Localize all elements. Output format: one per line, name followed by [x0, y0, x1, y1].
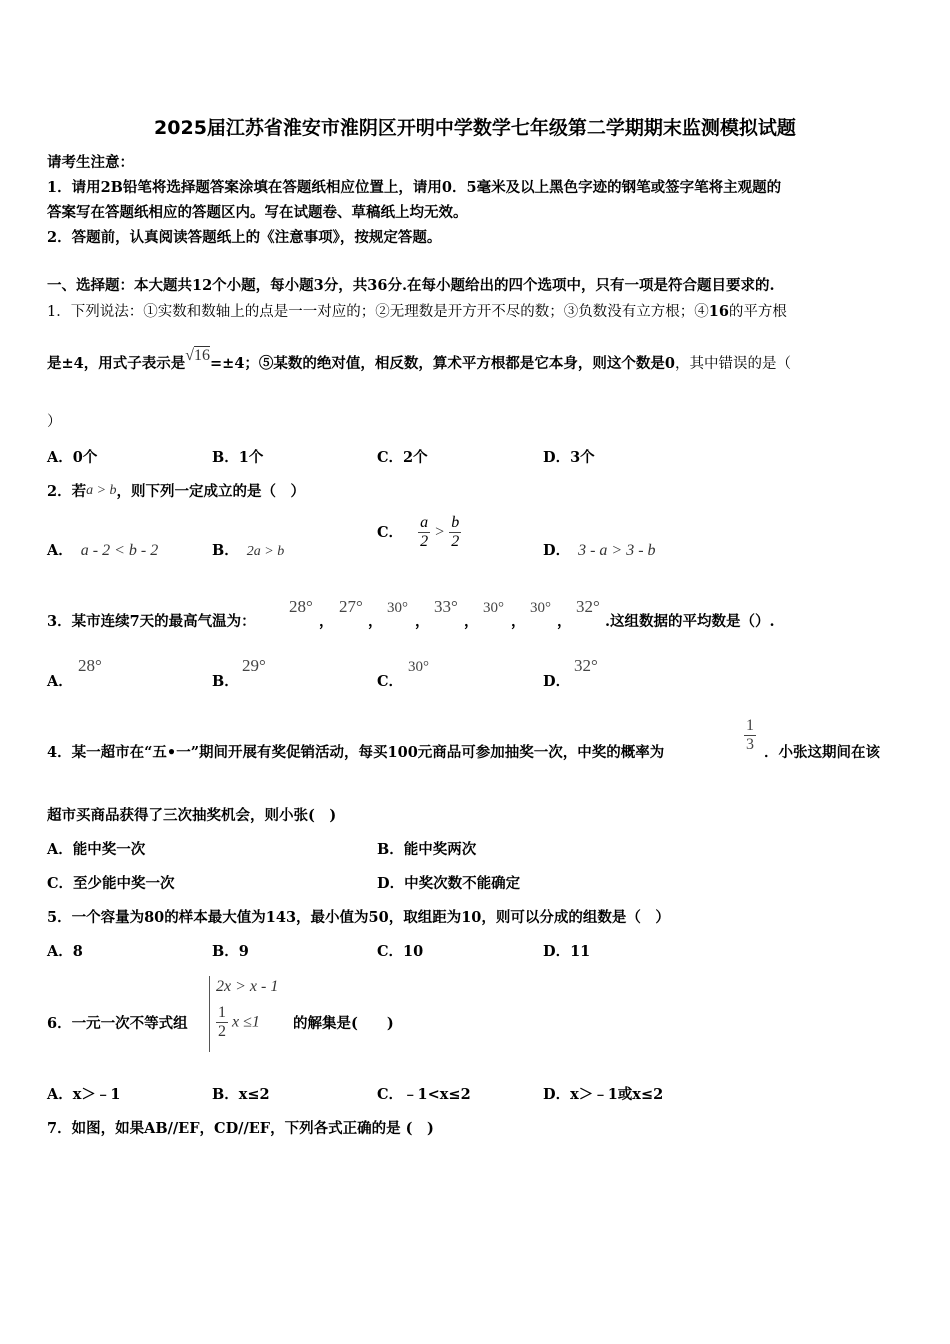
q5-option-b[interactable]: B．9 [212, 943, 249, 960]
q3-sep-5: ， [511, 613, 526, 630]
page-title: 2025届江苏省淮安市淮阴区开明中学数学七年级第二学期期末监测模拟试题 [154, 117, 796, 139]
q3-stem-end: .这组数据的平均数是（）. [605, 613, 775, 630]
q1-line-2: 是±4，用式子表示是√16=±4；⑤某数的绝对值，相反数，算术平方根都是它本身，则这个数是0，其中错误的是（ [47, 347, 792, 372]
q7-stem: 7．如图，如果AB//EF，CD//EF，下列各式正确的是 ( ) [47, 1120, 434, 1137]
q4-line-1-end: ．小张这期间在该 [764, 744, 880, 761]
q2-condition: a > b [86, 483, 117, 498]
q6-option-a[interactable]: A．x＞﹣1 [47, 1086, 121, 1103]
notice-line-2: 2．答题前，认真阅读答题纸上的《注意事项》，按规定答题。 [47, 229, 442, 246]
q3-stem: 3．某市连续7天的最高气温为： [47, 613, 256, 630]
q2-option-a[interactable]: A． a - 2 < b - 2 [47, 542, 159, 559]
q2-option-c[interactable]: C． $\frac{a}{2}$ > $\frac{b}{2}$ [377, 514, 460, 550]
notice-line-1a: 1．请用2B铅笔将选择题答案涂填在答题纸相应位置上，请用0．5毫米及以上黑色字迹的钢笔或签字笔将主观题的 [47, 179, 782, 196]
q4-option-b[interactable]: B．能中奖两次 [377, 841, 477, 858]
q3-temp-7: 32° [576, 597, 600, 616]
notice-line-1b: 答案写在答题纸相应的答题区内。写在试题卷、草稿纸上均无效。 [47, 204, 468, 221]
q3-option-c-value: 30° [408, 659, 429, 675]
q3-sep-2: ， [368, 613, 383, 630]
q4-option-d[interactable]: D．中奖次数不能确定 [377, 875, 521, 892]
q1-radicand: 16 [194, 347, 211, 364]
q2-option-b[interactable]: B． 2a > b [212, 542, 285, 559]
q3-option-b-value: 29° [242, 656, 266, 675]
q3-sep-4: ， [464, 613, 479, 630]
q4-line-2: 超市买商品获得了三次抽奖机会，则小张( ) [47, 807, 337, 824]
q3-option-a[interactable]: A． [47, 673, 73, 690]
q3-temp-4: 33° [434, 597, 458, 616]
q2-stem: 2．若a > b，则下列一定成立的是（ ） [47, 483, 306, 500]
q3-option-c[interactable]: C． [377, 673, 404, 690]
q3-temp-5: 30° [483, 600, 504, 616]
q5-option-c[interactable]: C．10 [377, 943, 424, 960]
q5-stem: 5．一个容量为80的样本最大值为143，最小值为50，取组距为10，则可以分成的组数是（ ） [47, 909, 670, 926]
q4-line-1: 4．某一超市在“五•一”期间开展有奖促销活动，每买100元商品可参加抽奖一次，中奖的概率为 [47, 744, 665, 761]
q6-stem-end: 的解集是( ) [293, 1015, 394, 1032]
q1-option-d[interactable]: D．3个 [543, 449, 595, 466]
section-heading: 一、选择题：本大题共12个小题，每小题3分，共36分.在每小题给出的四个选项中，只有一项是符合题目要求的. [47, 277, 775, 294]
q5-option-d[interactable]: D．11 [543, 943, 591, 960]
q6-stem: 6．一元一次不等式组 [47, 1015, 188, 1032]
q4-option-a[interactable]: A．能中奖一次 [47, 841, 146, 858]
q5-option-a[interactable]: A．8 [47, 943, 83, 960]
q1-option-a[interactable]: A．0个 [47, 449, 98, 466]
q3-option-d[interactable]: D． [543, 673, 571, 690]
q1-line-3: ） [47, 414, 62, 430]
q4-probability: $\frac{1}{3}$ [746, 717, 754, 753]
q3-option-a-value: 28° [78, 656, 102, 675]
q4-option-c[interactable]: C．至少能中奖一次 [47, 875, 175, 892]
q6-option-c[interactable]: C．﹣1<x≤2 [377, 1086, 471, 1103]
q3-sep-1: ， [319, 613, 334, 630]
q1-option-c[interactable]: C．2个 [377, 449, 428, 466]
q6-option-d[interactable]: D．x＞﹣1或x≤2 [543, 1086, 664, 1103]
q3-temp-1: 28° [289, 597, 313, 616]
notice-heading: 请考生注意： [47, 154, 134, 171]
q1-line-1: 1．下列说法：①实数和数轴上的点是一一对应的；②无理数是开方开不尽的数；③负数没有立方根；④16的平方根 [47, 303, 787, 320]
q6-inequality-system: 2x > x - 1 $\frac{1}{2}$ x ≤1 [209, 976, 278, 1052]
q3-temp-6: 30° [530, 600, 551, 616]
q2-option-d[interactable]: D． 3 - a > 3 - b [543, 542, 656, 559]
q3-temp-2: 27° [339, 597, 363, 616]
q6-option-b[interactable]: B．x≤2 [212, 1086, 270, 1103]
q3-sep-6: ， [557, 613, 572, 630]
q3-sep-3: ， [415, 613, 430, 630]
q3-temp-3: 30° [387, 600, 408, 616]
q3-option-d-value: 32° [574, 656, 598, 675]
q3-option-b[interactable]: B． [212, 673, 239, 690]
q1-option-b[interactable]: B．1个 [212, 449, 264, 466]
